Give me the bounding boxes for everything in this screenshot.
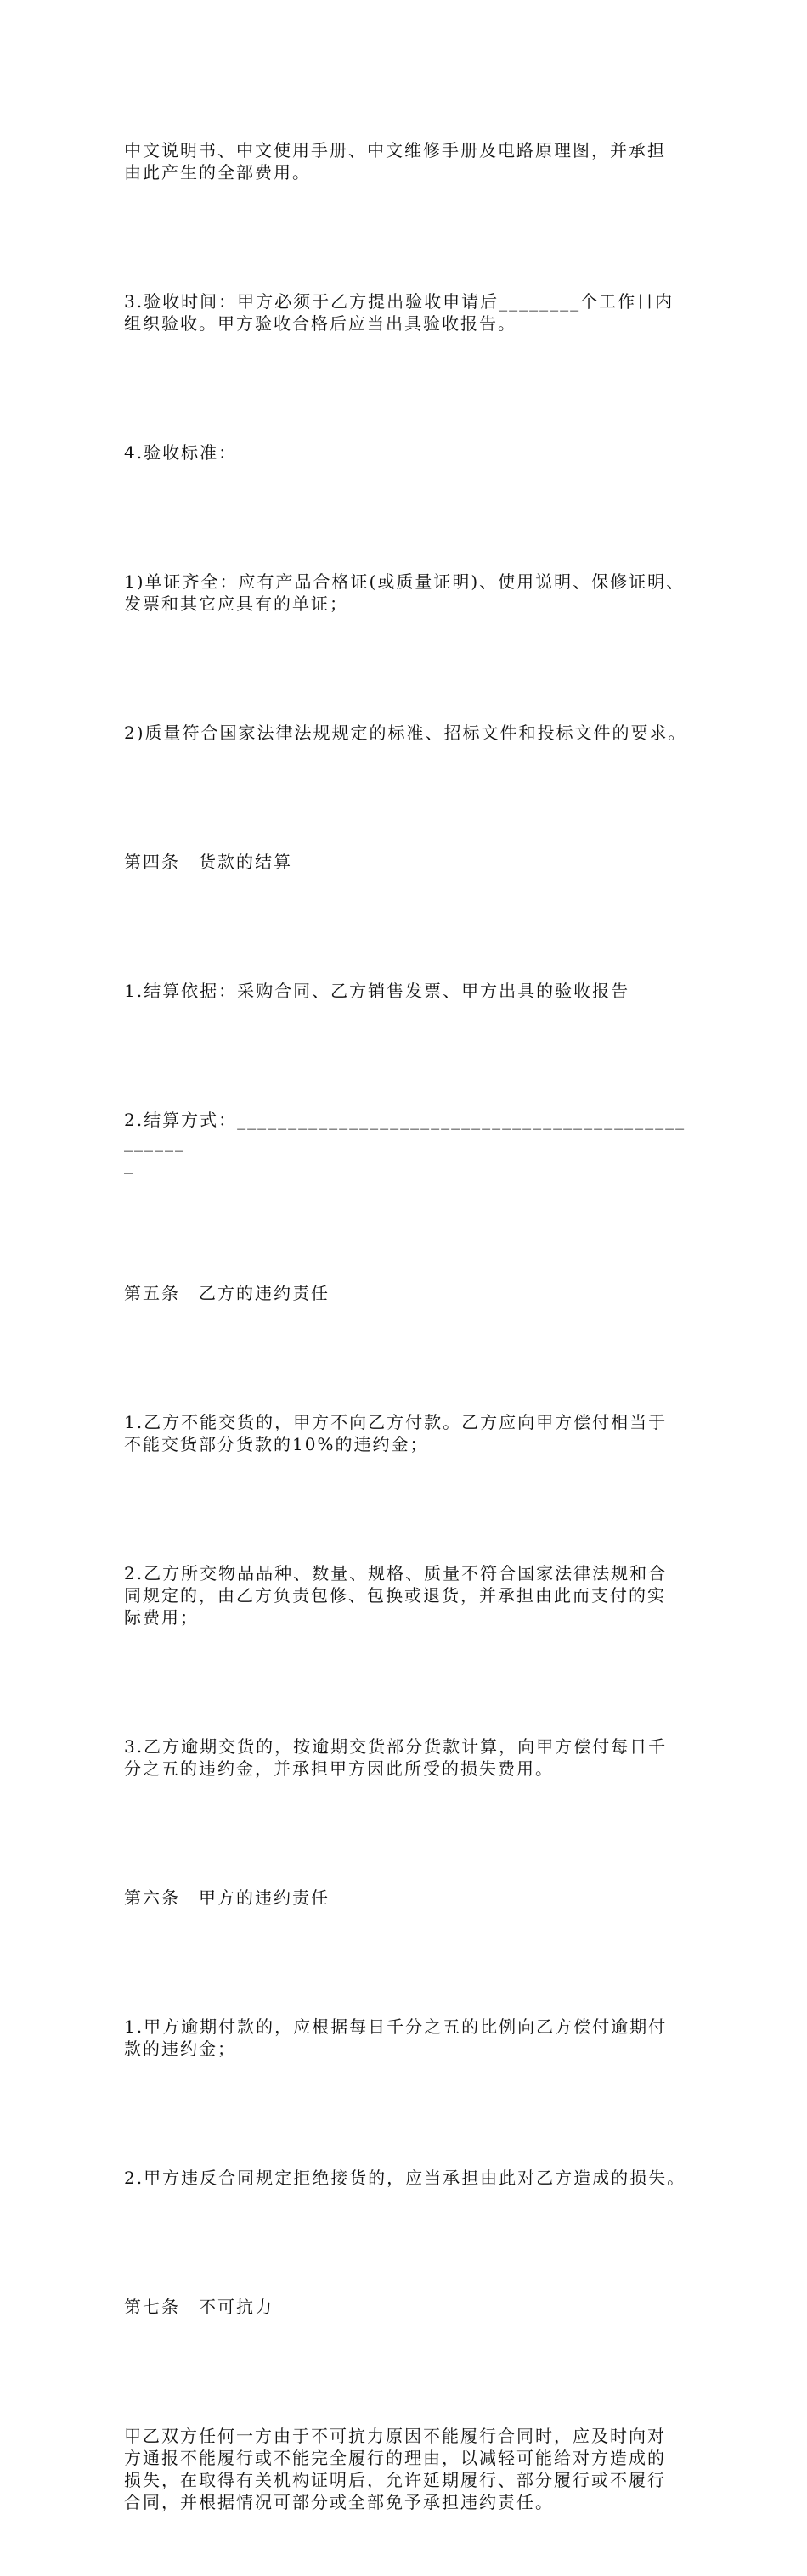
text-line: 款的违约金； — [124, 2039, 236, 2059]
text-line: 中文说明书、中文使用手册、中文维修手册及电路原理图，并承担 — [124, 140, 666, 160]
text-line: 2.甲方违反合同规定拒绝接货的，应当承担由此对乙方造成的损失。 — [124, 2168, 686, 2188]
text-line: 第四条 货款的结算 — [124, 852, 292, 872]
text-line: 1.甲方逾期付款的，应根据每日千分之五的比例向乙方偿付逾期付 — [124, 2016, 668, 2037]
text-line: 际费用； — [124, 1607, 199, 1628]
text-line: 合同，并根据情况可部分或全部免予承担违约责任。 — [124, 2492, 554, 2512]
paragraph — [124, 397, 695, 508]
paragraph — [124, 246, 695, 379]
text-line: 不能交货部分货款的10%的违约金； — [124, 1434, 429, 1454]
text-line: 2)质量符合国家法律法规规定的标准、招标文件和投标文件的要求。 — [124, 723, 687, 743]
paragraph — [124, 1367, 695, 1499]
text-line: 3.验收时间：甲方必须于乙方提出验收申请后________个工作日内 — [124, 291, 674, 312]
text-line: 2.乙方所交物品品种、数量、规格、质量不符合国家法律法规和合 — [124, 1563, 668, 1583]
text-line: 甲乙双方任何一方由于不可抗力原因不能履行合同时，应及时向对 — [124, 2426, 666, 2446]
text-line: 第六条 甲方的违约责任 — [124, 1887, 330, 1908]
document-body — [124, 95, 695, 2576]
text-line: 分之五的违约金，并承担甲方因此所受的损失费用。 — [124, 1758, 554, 1779]
section-heading — [124, 2252, 695, 2362]
paragraph — [124, 936, 695, 1046]
text-line: 损失，在取得有关机构证明后，允许延期履行、部分履行或不履行 — [124, 2470, 666, 2490]
text-line: 4.验收标准： — [124, 442, 238, 463]
text-line: 发票和其它应具有的单证； — [124, 593, 348, 614]
section-heading — [124, 807, 695, 917]
paragraph — [124, 95, 695, 228]
text-line: 组织验收。甲方验收合格后应当出具验收报告。 — [124, 313, 516, 334]
paragraph — [124, 1691, 695, 1824]
paragraph — [124, 2381, 695, 2557]
text-line: 2.结算方式：__________________________________________________ — [124, 1110, 686, 1152]
text-line: 方通报不能履行或不能完全履行的理由，以减轻可能给对方造成的 — [124, 2448, 666, 2468]
paragraph — [124, 1518, 695, 1673]
section-heading — [124, 1238, 695, 1348]
text-line: 3.乙方逾期交货的，按逾期交货部分货款计算，向甲方偿付每日千 — [124, 1736, 668, 1757]
section-heading — [124, 1842, 695, 1953]
text-line: 1.乙方不能交货的，甲方不向乙方付款。乙方应向甲方偿付相当于 — [124, 1412, 668, 1432]
paragraph — [124, 1065, 695, 1219]
text-line: 第五条 乙方的违约责任 — [124, 1283, 330, 1303]
text-line: 1.结算依据：采购合同、乙方销售发票、甲方出具的验收报告 — [124, 981, 630, 1001]
text-line: 1)单证齐全：应有产品合格证(或质量证明)、使用说明、保修证明、 — [124, 571, 686, 592]
text-line: 第七条 不可抗力 — [124, 2297, 274, 2317]
text-line: _ — [124, 1154, 134, 1174]
paragraph — [124, 678, 695, 788]
paragraph — [124, 2123, 695, 2233]
paragraph — [124, 1971, 695, 2104]
text-line: 由此产生的全部费用。 — [124, 162, 311, 183]
paragraph — [124, 526, 695, 659]
text-line: 同规定的，由乙方负责包修、包换或退货，并承担由此而支付的实 — [124, 1585, 666, 1606]
